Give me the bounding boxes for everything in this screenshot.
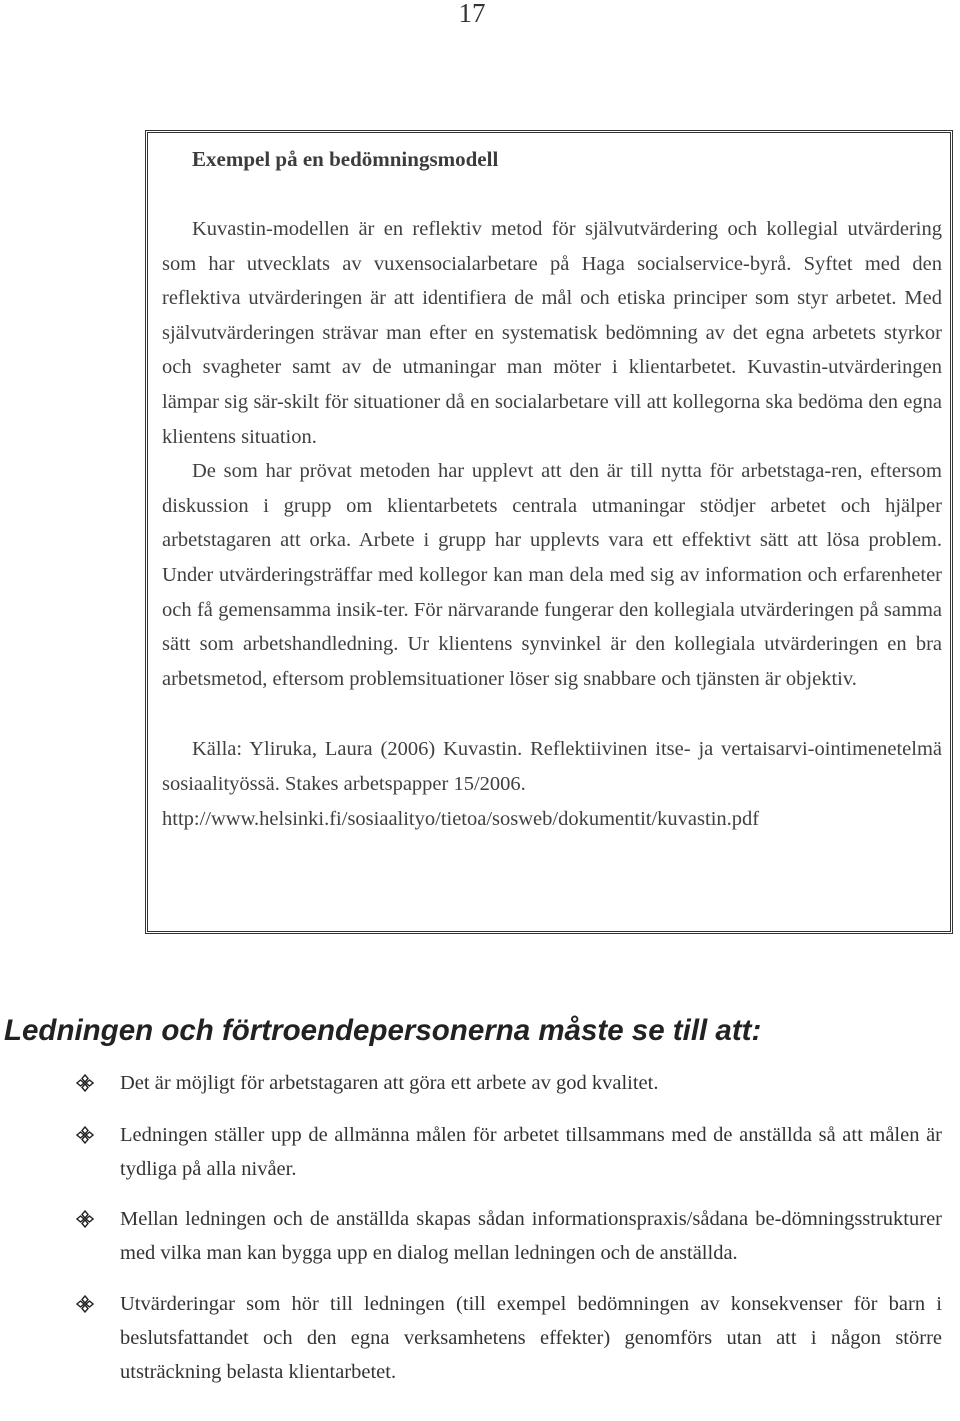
- bullet-item: [76, 1066, 942, 1100]
- bullet-item: [76, 1287, 942, 1389]
- example-box-experience-paragraph: De som har prövat metoden har upplevt att den är till nytta för arbetstaga-ren, eftersom diskussion i grupp om klientarbetets centrala utmaningar stödjer arbetet och hjälper arbetstagaren att orka. Arbete i grupp har upplevts vara ett effektivt sätt att lösa problem. Under utvärderingsträffar med kollegor kan man dela med sig av information och erfarenheter och få gemensamma insik-ter. För närvarande fungerar den kollegiala utvärderingen på samma sätt som arbetshandledning. Ur klientens synvinkel är den kollegiala utvärderingen en bra arbetsmetod, eftersom problemsituationer löser sig snabbare och tjänsten är objektiv.: [162, 460, 942, 690]
- example-box-intro-paragraph: Kuvastin-modellen är en reflektiv metod för självutvärdering och kollegial utvärdering som har utvecklats av vuxensocialarbetare på Haga socialservice-byrå. Syftet med den reflektiva utvärderingen är att identifiera de mål och etiska principer som styr arbetet. Med självutvärderingen strävar man efter en systematisk bedömning av det egna arbetets styrkor och svagheter samt av de utmaningar man möter i klientarbetet. Kuvastin-utvärderingen lämpar sig sär-skilt för situationer då en socialarbetare vill att kollegorna ska bedöma den egna klientens situation.: [162, 218, 942, 448]
- bullet-item: [76, 1202, 942, 1270]
- example-box: [162, 138, 942, 836]
- source-citation: Källa: Yliruka, Laura (2006) Kuvastin. Reflektiivinen itse- ja vertaisarvi-ointimenetelmä sosiaalityössä. Stakes arbetspapper 15/2006.: [162, 738, 942, 795]
- example-box-source: [162, 732, 942, 836]
- bullet-text: Utvärderingar som hör till ledningen (till exempel bedömningen av konsekvenser för barn i beslutsfattandet och den egna verksamhetens effekter) genomförs utan att i någon större utsträckning belasta klientarbetet.: [120, 1293, 942, 1383]
- bullet-list: [76, 1066, 942, 1389]
- four-diamond-bullet-icon: [76, 1066, 120, 1100]
- page-number: 17: [458, 0, 486, 28]
- example-box-title: Exempel på en bedömningsmodell: [192, 147, 499, 171]
- source-url: http://www.helsinki.fi/sosiaalityo/tietoa/sosweb/dokumentit/kuvastin.pdf: [162, 807, 760, 830]
- four-diamond-bullet-icon: [76, 1287, 120, 1321]
- bullet-text: Ledningen ställer upp de allmänna målen för arbetet tillsammans med de anställda så att målen är tydliga på alla nivåer.: [120, 1124, 942, 1180]
- bullet-item: [76, 1118, 942, 1186]
- four-diamond-bullet-icon: [76, 1118, 120, 1152]
- four-diamond-bullet-icon: [76, 1202, 120, 1236]
- section-heading: Ledningen och förtroendepersonerna måste se till att:: [4, 1014, 762, 1047]
- bullet-text: Det är möjligt för arbetstagaren att göra ett arbete av god kvalitet.: [120, 1072, 659, 1094]
- bullet-text: Mellan ledningen och de anställda skapas sådan informationspraxis/sådana be-dömningsstrukturer med vilka man kan bygga upp en dialog mellan ledningen och de anställda.: [120, 1208, 942, 1264]
